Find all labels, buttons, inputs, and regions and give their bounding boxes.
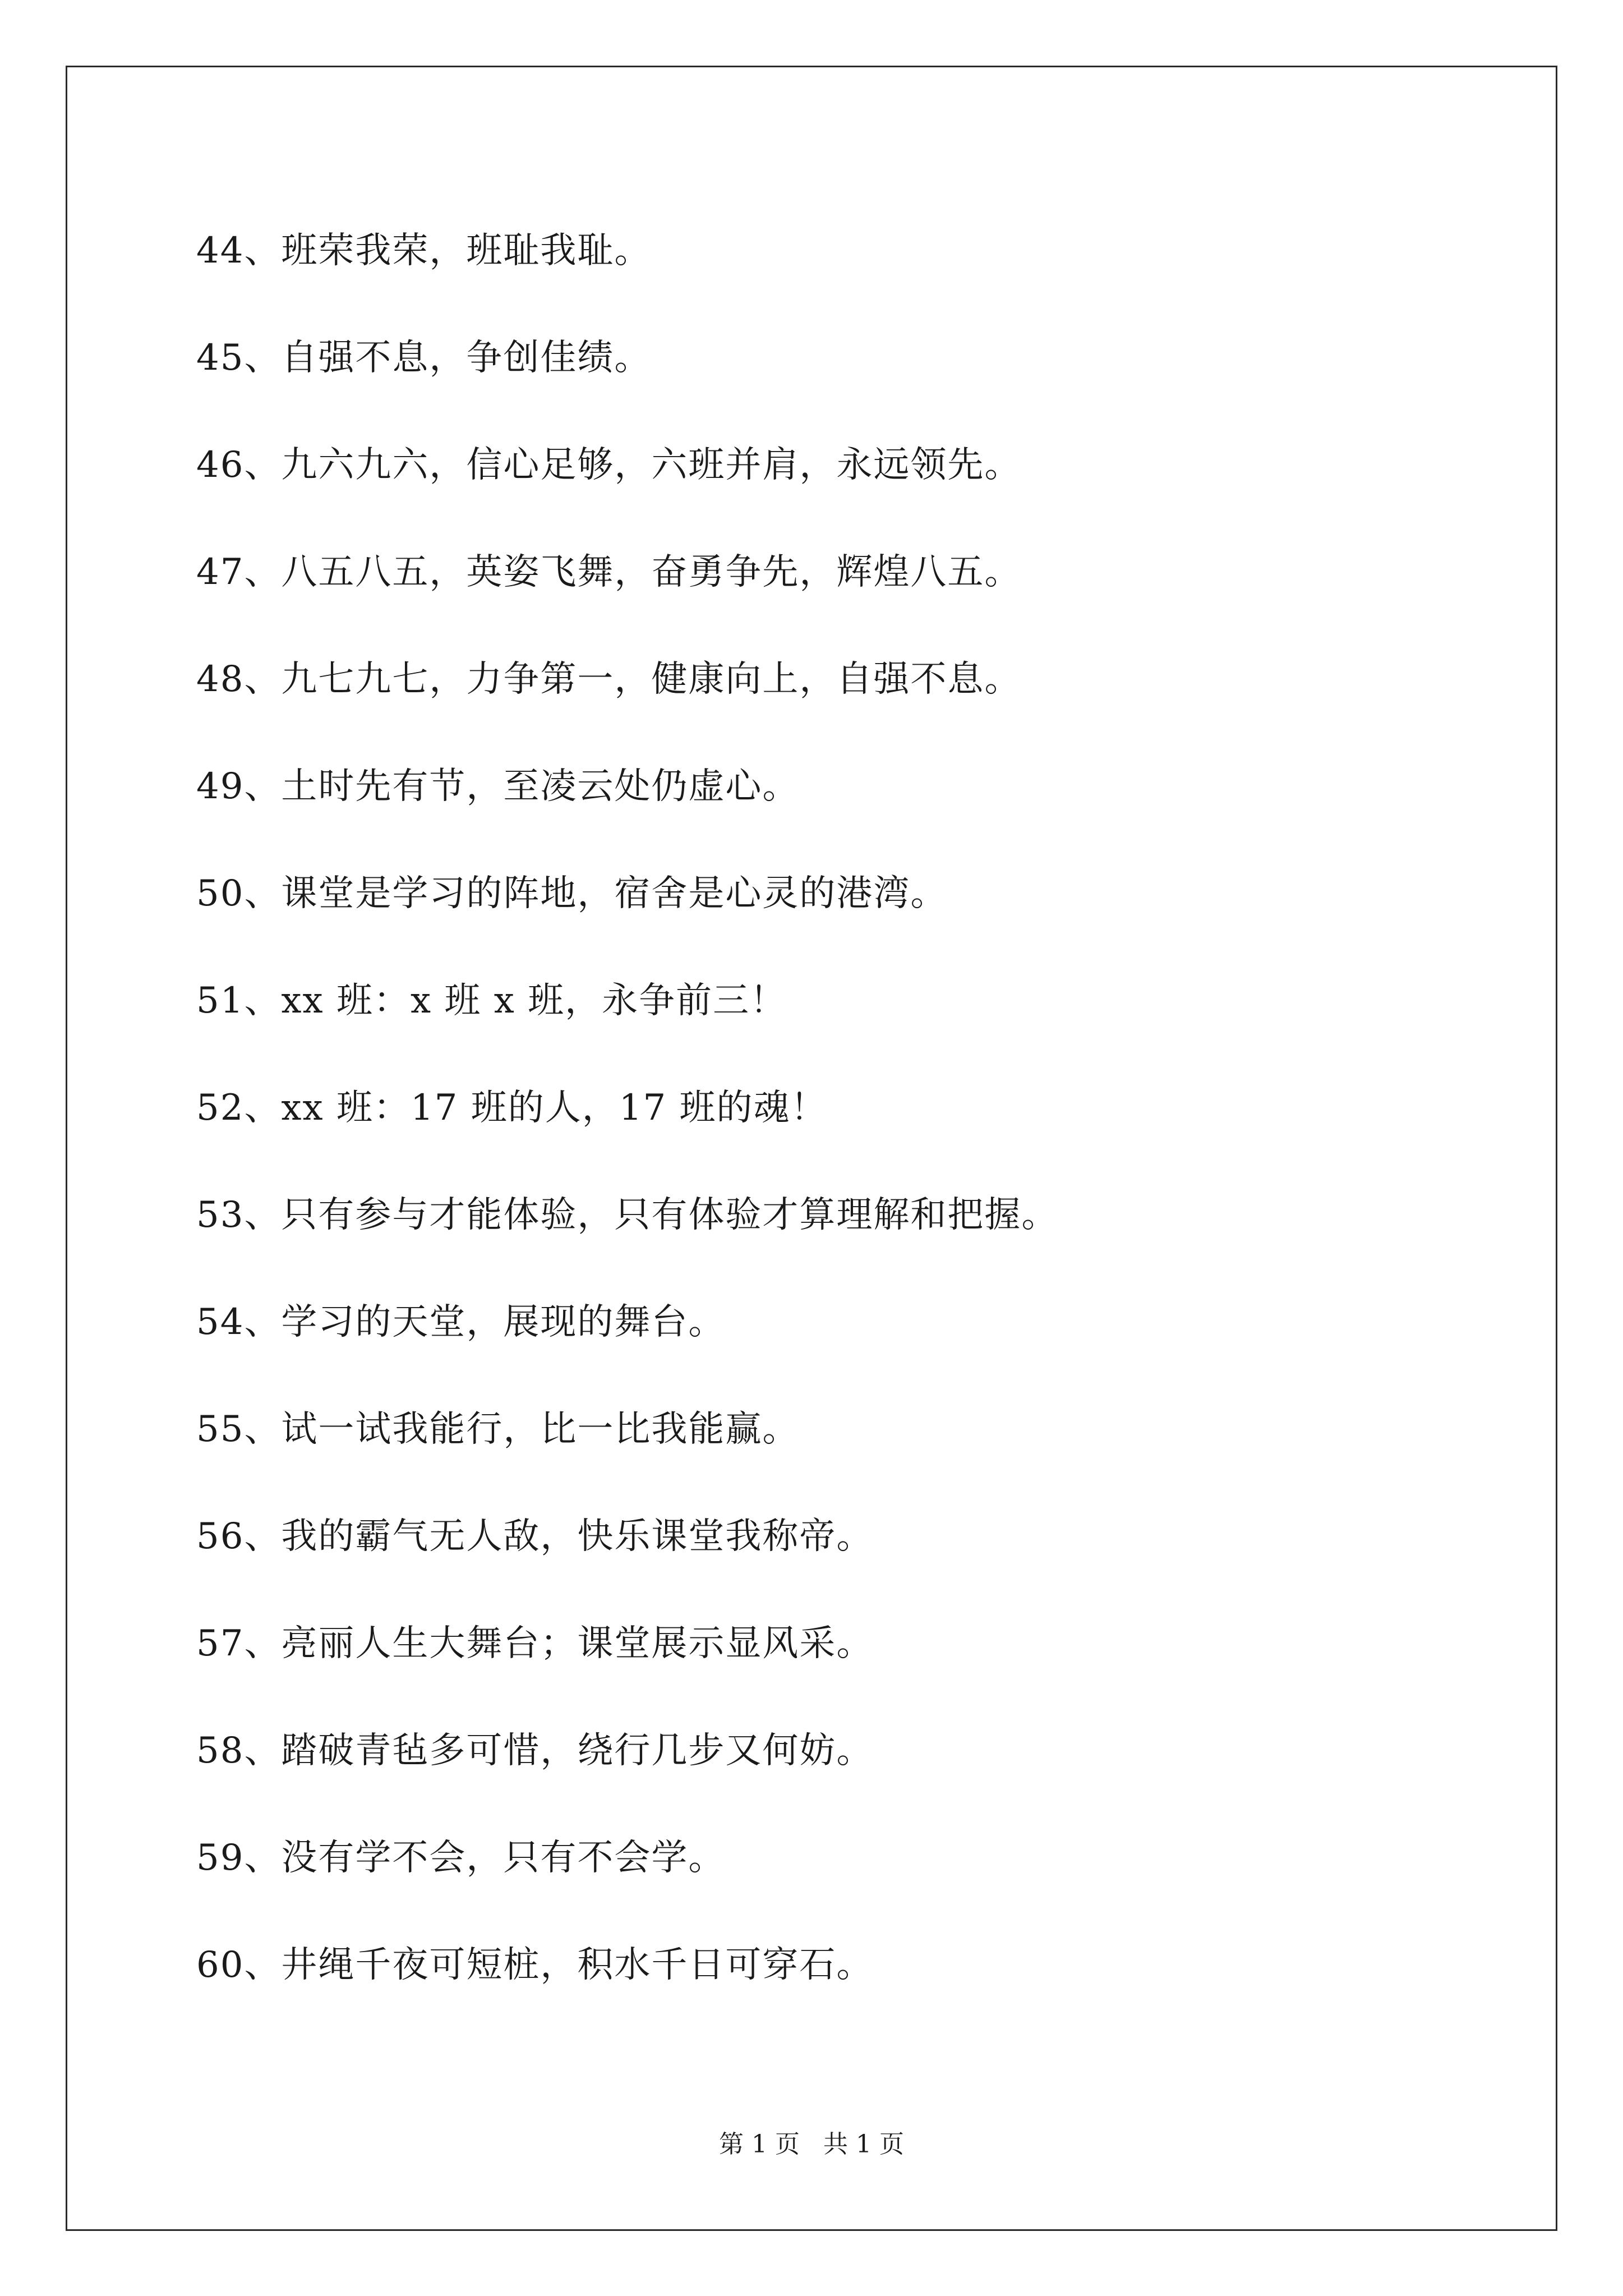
- slogan-list: [196, 224, 1486, 2045]
- list-item: 49、土时先有节，至凌云处仍虚心。: [196, 766, 800, 807]
- list-item: 48、九七九七，力争第一，健康向上，自强不息。: [196, 659, 1022, 700]
- list-item: 56、我的霸气无人敌，快乐课堂我称帝。: [196, 1516, 874, 1557]
- list-item: 57、亮丽人生大舞台；课堂展示显风采。: [196, 1623, 874, 1664]
- list-item: 47、八五八五，英姿飞舞，奋勇争先，辉煌八五。: [196, 551, 1022, 593]
- list-item: 45、自强不息，争创佳绩。: [196, 337, 652, 379]
- list-item: 46、九六九六，信心足够，六班并肩，永远领先。: [196, 444, 1022, 486]
- list-item: 52、xx 班：17 班的人，17 班的魂！: [196, 1087, 828, 1129]
- list-item: 50、课堂是学习的阵地，宿舍是心灵的港湾。: [196, 873, 948, 914]
- list-item: 53、只有参与才能体验，只有体验才算理解和把握。: [196, 1194, 1059, 1236]
- list-item: 60、井绳千夜可短桩，积水千日可穿石。: [196, 1944, 874, 1986]
- list-item: 55、试一试我能行，比一比我能赢。: [196, 1409, 800, 1450]
- list-item: 51、xx 班：x 班 x 班，永争前三！: [196, 980, 787, 1022]
- list-item: 54、学习的天堂，展现的舞台。: [196, 1301, 726, 1343]
- list-item: 44、班荣我荣，班耻我耻。: [196, 230, 652, 272]
- list-item: 59、没有学不会，只有不会学。: [196, 1837, 726, 1879]
- page-footer: 第 1 页 共 1 页: [719, 2130, 904, 2159]
- list-item: 58、踏破青毡多可惜，绕行几步又何妨。: [196, 1730, 874, 1772]
